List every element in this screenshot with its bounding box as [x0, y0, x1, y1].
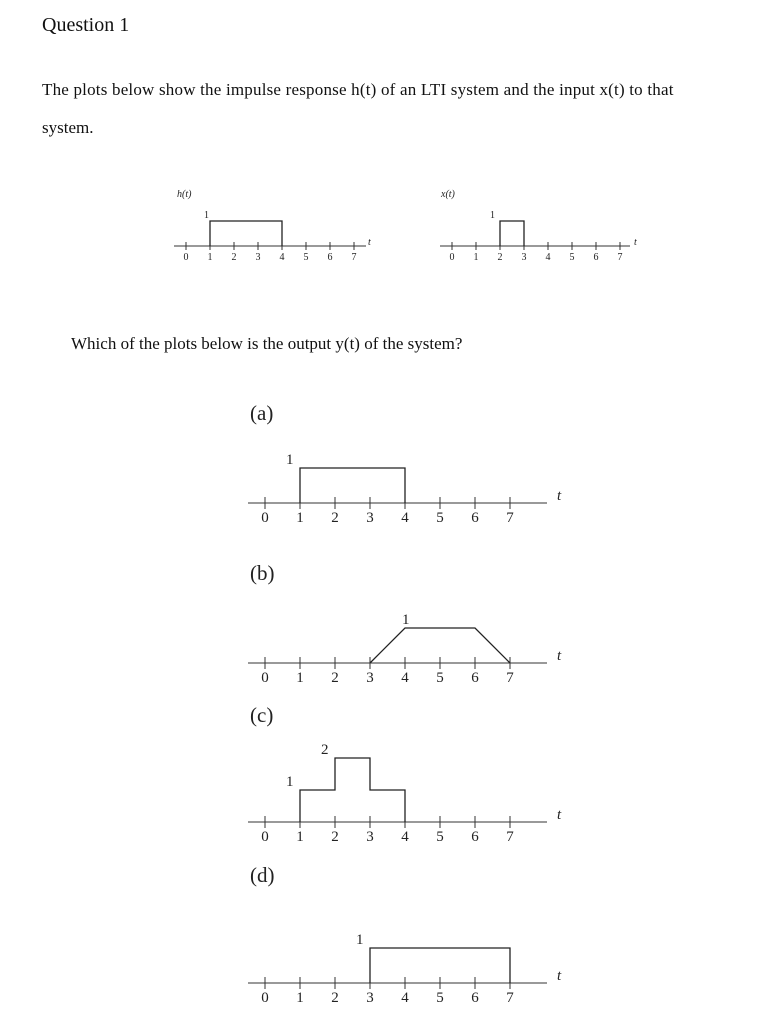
plot-b-tick-label: 6	[471, 670, 479, 686]
plot-a-tick-label: 7	[506, 510, 514, 526]
plot-a-amplitude-label: 1	[286, 452, 294, 468]
plot-c-amplitude-label: 1	[286, 774, 294, 790]
plot-b-tick-label: 4	[401, 670, 409, 686]
plot-b-tick-label: 0	[261, 670, 269, 686]
plot-x-x-label: t	[634, 237, 637, 248]
plot-c-tick-label: 0	[261, 829, 269, 845]
plot-h-tick-label: 2	[231, 252, 237, 263]
plot-a-title: (a)	[250, 401, 274, 425]
plot-a-tick-label: 4	[401, 510, 409, 526]
plot-c-tick-label: 5	[436, 829, 444, 845]
plot-a-tick-label: 6	[471, 510, 479, 526]
plot-d-title: (d)	[250, 863, 275, 887]
plot-b-tick-label: 7	[506, 670, 514, 686]
plot-d-tick-label: 2	[331, 990, 339, 1006]
plot-x-tick-label: 6	[593, 252, 599, 263]
plot-b-tick-label: 2	[331, 670, 339, 686]
plot-d-tick-label: 0	[261, 990, 269, 1006]
plot-h-tick-label: 1	[207, 252, 213, 263]
plot-d-tick-label: 7	[506, 990, 514, 1006]
plot-d-tick-label: 4	[401, 990, 409, 1006]
plot-d-tick-label: 1	[296, 990, 304, 1006]
plot-a-tick-label: 2	[331, 510, 339, 526]
plot-x-tick-label: 4	[545, 252, 551, 263]
plot-h-signal	[210, 221, 282, 246]
plot-c-x-label: t	[557, 807, 562, 823]
plot-b-title: (b)	[250, 561, 275, 585]
plot-h-amplitude-label: 1	[204, 210, 209, 221]
plot-x-amplitude-label: 1	[490, 210, 495, 221]
plot-h-tick-label: 7	[351, 252, 357, 263]
intro-text-line-2: system.	[42, 118, 94, 137]
plot-h-title: h(t)	[177, 189, 192, 200]
plot-x-tick-label: 7	[617, 252, 623, 263]
plot-x-tick-label: 2	[497, 252, 503, 263]
plot-d-x-label: t	[557, 968, 562, 984]
plot-c-tick-label: 1	[296, 829, 304, 845]
plot-h-tick-label: 5	[303, 252, 309, 263]
plot-c-signal	[300, 758, 405, 822]
plot-c-tick-label: 2	[331, 829, 339, 845]
plot-x-signal	[500, 221, 524, 246]
plot-b-tick-label: 3	[366, 670, 374, 686]
plot-h-tick-label: 3	[255, 252, 261, 263]
plot-d-tick-label: 6	[471, 990, 479, 1006]
plot-b-tick-label: 1	[296, 670, 304, 686]
plot-c-tick-label: 3	[366, 829, 374, 845]
plot-h-x-label: t	[368, 237, 371, 248]
question-text: Which of the plots below is the output y(t) of the system?	[71, 334, 463, 353]
plot-h-tick-label: 4	[279, 252, 285, 263]
plot-h-tick-label: 0	[183, 252, 189, 263]
plot-b-x-label: t	[557, 648, 562, 664]
plot-a-tick-label: 0	[261, 510, 269, 526]
intro-text-line-1: The plots below show the impulse response h(t) of an LTI system and the input x(t) to that	[42, 80, 674, 99]
plot-c-tick-label: 7	[506, 829, 514, 845]
plot-a-x-label: t	[557, 488, 562, 504]
plot-x-tick-label: 3	[521, 252, 527, 263]
plot-a-tick-label: 3	[366, 510, 374, 526]
plot-c-tick-label: 4	[401, 829, 409, 845]
question-title: Question 1	[42, 14, 130, 36]
plot-c-amplitude-label: 2	[321, 742, 329, 758]
plot-a-signal	[300, 468, 405, 503]
plot-d-tick-label: 3	[366, 990, 374, 1006]
plot-x-title: x(t)	[441, 189, 455, 200]
plot-b-tick-label: 5	[436, 670, 444, 686]
plot-d-tick-label: 5	[436, 990, 444, 1006]
plot-h-tick-label: 6	[327, 252, 333, 263]
plot-x-tick-label: 0	[449, 252, 455, 263]
plot-a-tick-label: 1	[296, 510, 304, 526]
plot-d-amplitude-label: 1	[356, 932, 364, 948]
plot-a-tick-label: 5	[436, 510, 444, 526]
plot-c-title: (c)	[250, 703, 274, 727]
plot-c-tick-label: 6	[471, 829, 479, 845]
plot-x-tick-label: 5	[569, 252, 575, 263]
plot-b-amplitude-label: 1	[402, 612, 410, 628]
plot-x-tick-label: 1	[473, 252, 479, 263]
